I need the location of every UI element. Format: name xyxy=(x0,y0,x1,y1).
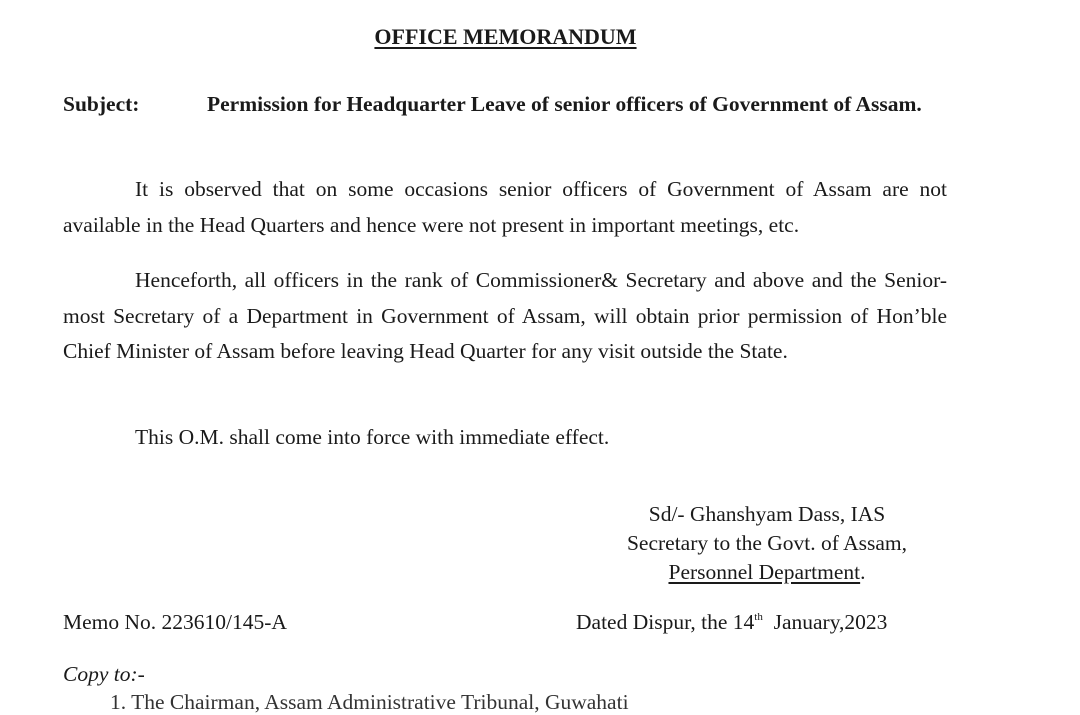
department-punctuation: . xyxy=(860,560,866,584)
signatory-department: Personnel Department xyxy=(668,560,861,584)
date-prefix: Dated Dispur, the 14 xyxy=(576,610,755,634)
paragraph-effect: This O.M. shall come into force with immediate effect. xyxy=(135,425,610,449)
date-ordinal: th xyxy=(754,611,763,623)
paragraph-henceforth: Henceforth, all officers in the rank of Commissioner& Secretary and above and the Senior-most Secretary of a Department in Government of Assam, will obtain prior permission of Hon’ble Chief Minister of Assam before leaving Head Quarter for any visit outside the State. xyxy=(63,268,947,363)
signatory-department-line xyxy=(560,558,974,587)
memo-date xyxy=(576,610,887,635)
signatory-name: Sd/- Ghanshyam Dass, IAS xyxy=(648,502,886,526)
paragraph-observation: It is observed that on some occasions senior officers of Government of Assam are not available in the Head Quarters and hence were not present in important meetings, etc. xyxy=(63,177,947,237)
subject-text: Permission for Headquarter Leave of senior officers of Government of Assam. xyxy=(207,92,922,116)
subject-label: Subject: xyxy=(63,92,140,116)
memo-title: OFFICE MEMORANDUM xyxy=(374,24,637,49)
date-rest: January,2023 xyxy=(762,610,888,634)
memo-number: Memo No. 223610/145-A xyxy=(63,610,287,634)
copy-list-item-partial: 1. The Chairman, Assam Administrative Tribunal, Guwahati xyxy=(110,690,629,714)
subject-line xyxy=(63,88,948,120)
signatory-designation: Secretary to the Govt. of Assam, xyxy=(626,531,908,555)
signature-block xyxy=(560,500,974,587)
copy-to-label: Copy to:- xyxy=(63,662,145,686)
